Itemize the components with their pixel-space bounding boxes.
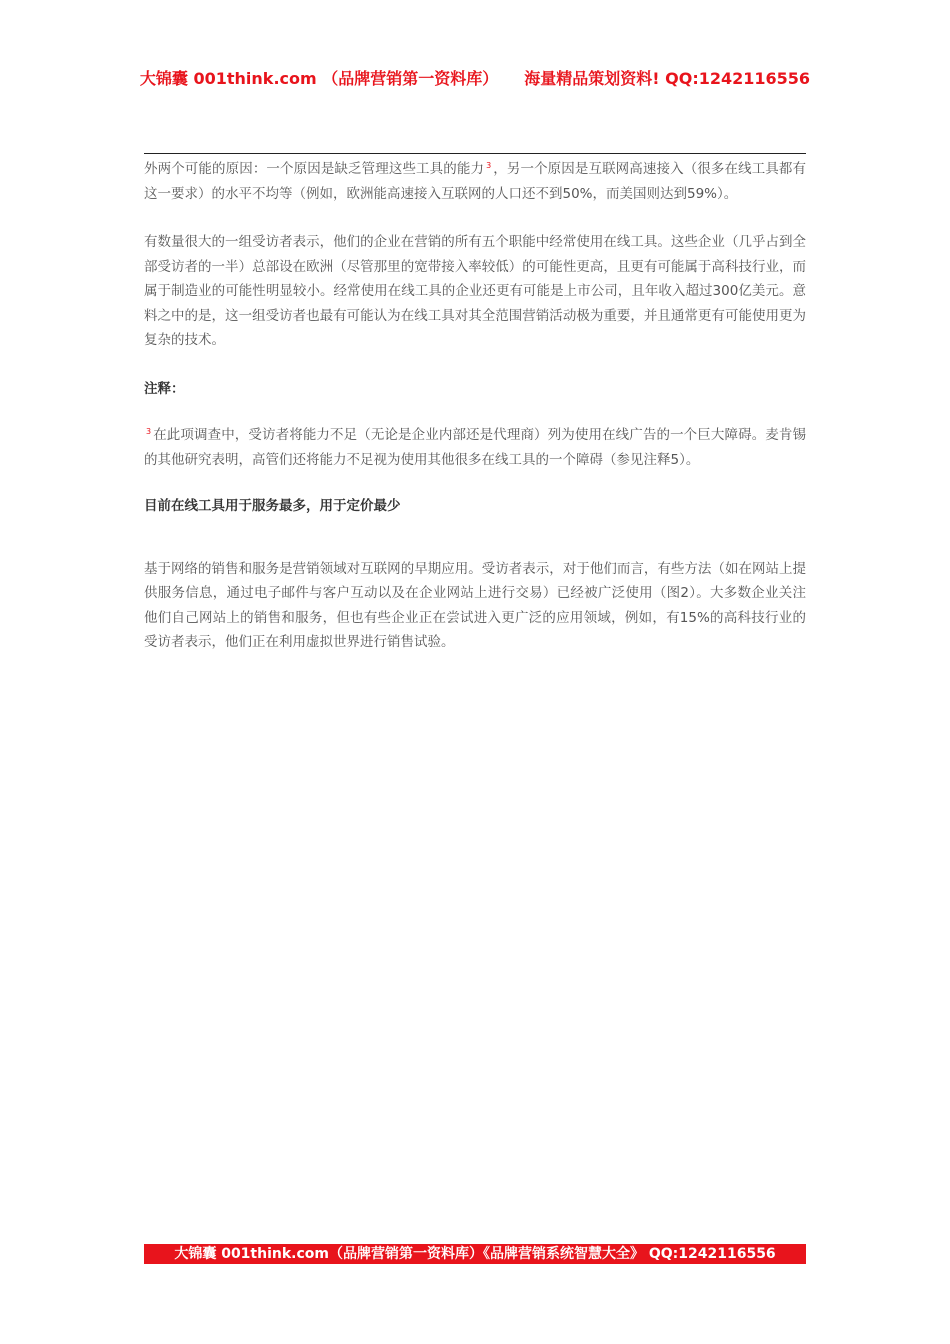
paragraph-sales-service: 基于网络的销售和服务是营销领域对互联网的早期应用。受访者表示，对于他们而言，有些方法（如在网站上提供服务信息，通过电子邮件与客户互动以及在企业网站上进行交易）已经被广泛使用（图2）。大多数企业关注他们自己网站上的销售和服务，但也有些企业正在尝试进入更广泛的应用领域，例如，有15%的高科技行业的受访者表示，他们正在利用虚拟世界进行销售试验。 (144, 560, 806, 650)
header-banner (0, 66, 950, 89)
paragraph-reasons (144, 157, 806, 206)
notes-heading: 注释： (144, 380, 185, 397)
footnote-3-text: 在此项调查中，受访者将能力不足（无论是企业内部还是代理商）列为使用在线广告的一个巨大障碍。麦肯锡的其他研究表明，高管们还将能力不足视为使用其他很多在线工具的一个障碍（参见注释5）。 (144, 427, 806, 468)
header-site-title: 大锦囊 001think.com （品牌营销第一资料库） (139, 69, 499, 88)
header-divider (144, 153, 806, 154)
footnote-ref-3[interactable]: 3 (486, 161, 492, 170)
section-heading: 目前在线工具用于服务最多，用于定价最少 (144, 498, 401, 514)
document-body (144, 157, 806, 655)
footnote-3 (144, 423, 806, 472)
paragraph-reasons-text-a: 外两个可能的原因：一个原因是缺乏管理这些工具的能力 (144, 161, 485, 177)
footnote-marker-3: 3 (146, 427, 152, 436)
paragraph-frequent-users: 有数量很大的一组受访者表示，他们的企业在营销的所有五个职能中经常使用在线工具。这些企业（几乎占到全部受访者的一半）总部设在欧洲（尽管那里的宽带接入率较低）的可能性更高，且更有可能属于高科技行业，而属于制造业的可能性明显较小。经常使用在线工具的企业还更有可能是上市公司，且年收入超过300亿美元。意料之中的是，这一组受访者也最有可能认为在线工具对其全范围营销活动极为重要，并且通常更有可能使用更为复杂的技术。 (144, 234, 806, 348)
paragraph-reasons-text-b: ，另一个原因是互联网高速接入（很多在线工具都有这一要求）的水平不均等（例如，欧洲能高速接入互联网的人口还不到50%，而美国则达到59%）。 (144, 161, 807, 202)
header-promo-text: 海量精品策划资料! QQ:1242116556 (524, 69, 811, 88)
footer-banner: 大锦囊 001think.com（品牌营销第一资料库）《品牌营销系统智慧大全》 QQ:1242116556 (144, 1244, 806, 1264)
